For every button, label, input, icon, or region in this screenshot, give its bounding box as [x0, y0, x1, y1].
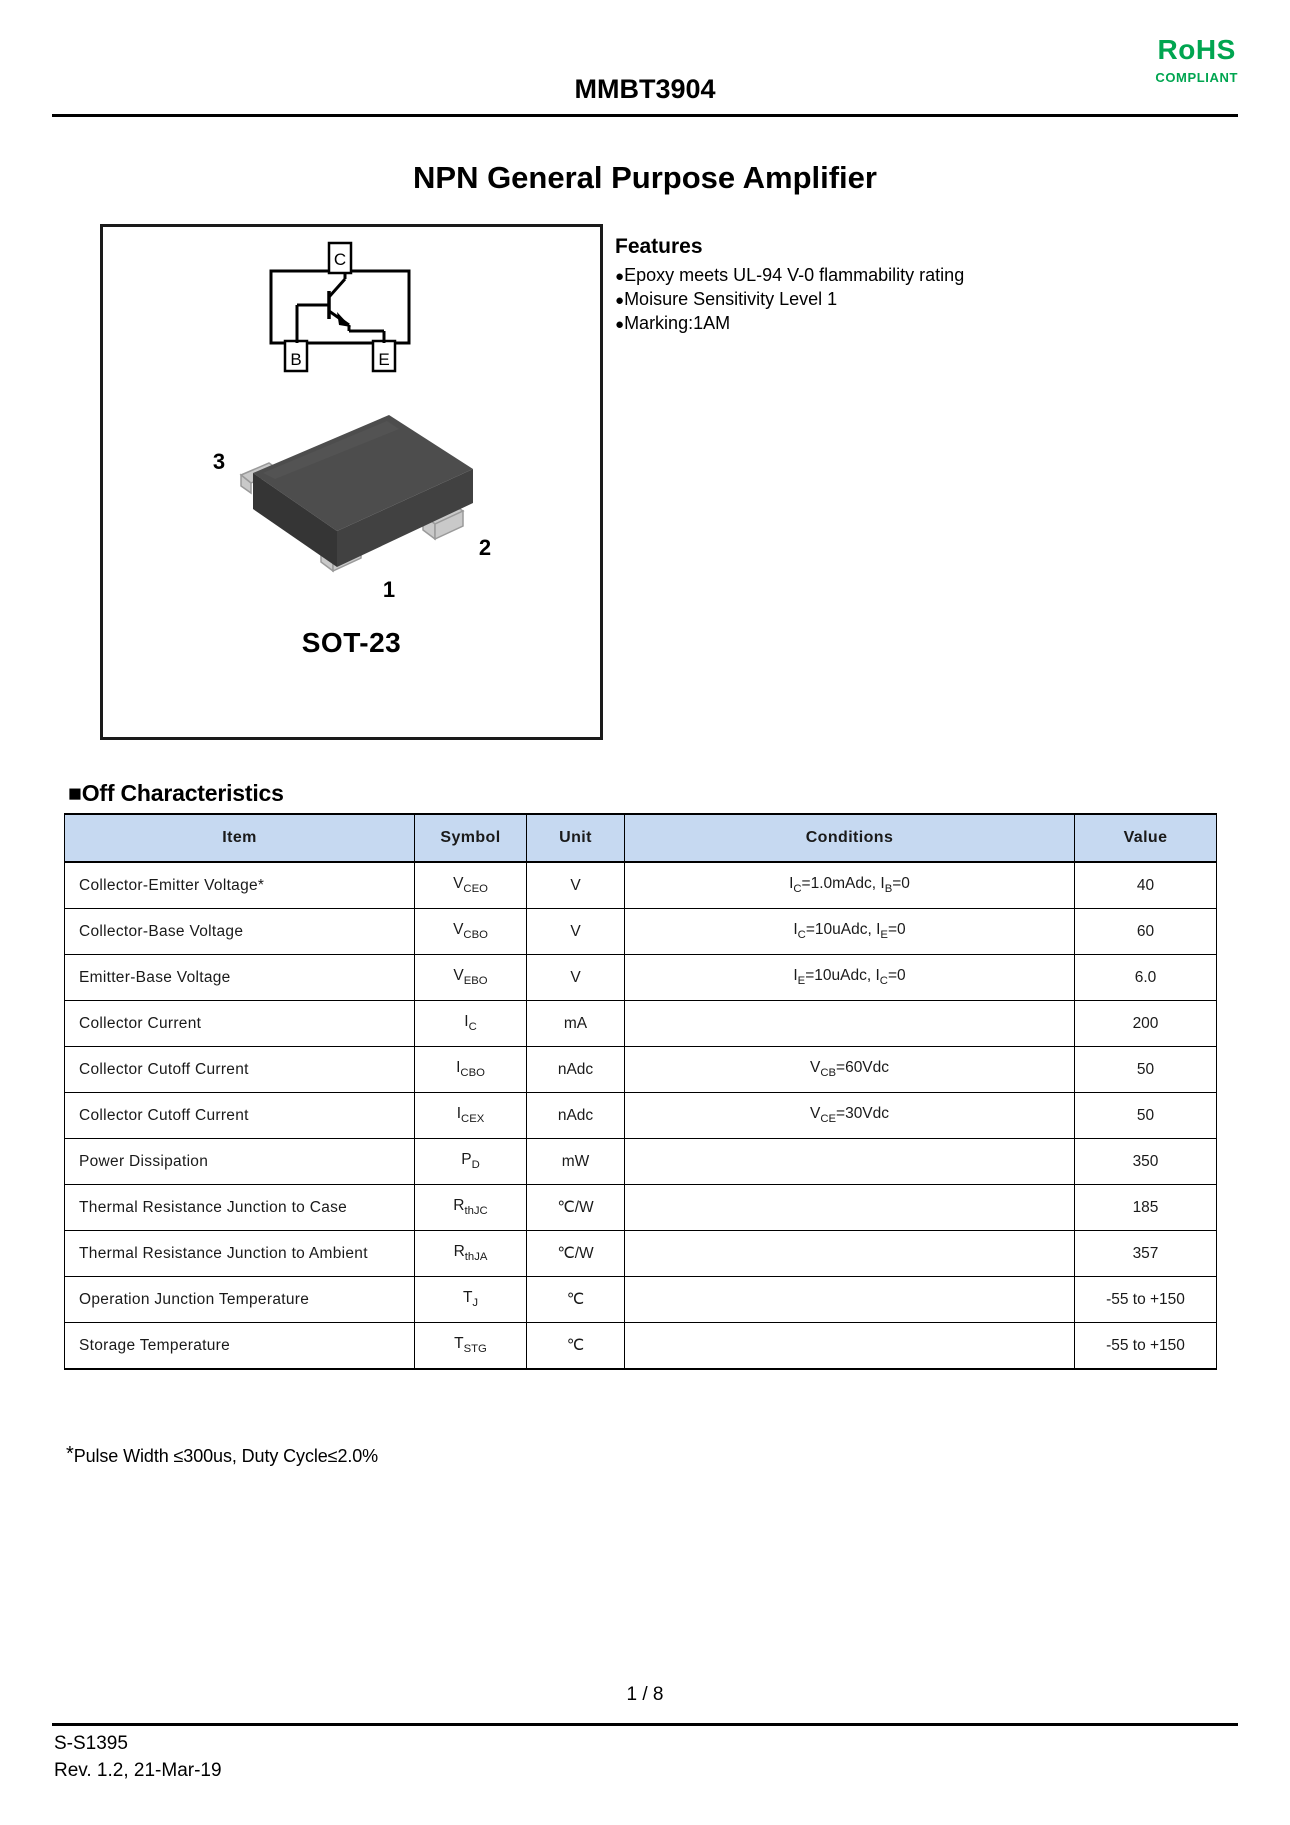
- cell-item: Collector Cutoff Current: [65, 1047, 415, 1093]
- cell-symbol: $I_C$: [415, 1001, 527, 1047]
- bullet-icon: ●: [615, 292, 625, 310]
- table-row: [65, 1231, 1217, 1277]
- feature-item-label: Moisure Sensitivity Level 1: [624, 289, 838, 310]
- table-row: [65, 909, 1217, 955]
- footnote-label: Pulse Width ≤300us, Duty Cycle≤2.0%: [73, 1446, 379, 1466]
- cell-conditions: $I_C=10uAdc$, $I_E=0$: [625, 909, 1075, 955]
- cell-item: Collector-Emitter Voltage*: [65, 862, 415, 909]
- cell-conditions: $V_{CE}=30Vdc$: [625, 1093, 1075, 1139]
- table-row: [65, 1047, 1217, 1093]
- cell-unit: mW: [527, 1139, 625, 1185]
- cell-value: 50: [1075, 1047, 1217, 1093]
- footer-divider: [52, 1723, 1238, 1726]
- document-revision: Rev. 1.2, 21-Mar-19: [54, 1759, 222, 1781]
- cell-value: 50: [1075, 1093, 1217, 1139]
- cell-conditions: [625, 1231, 1075, 1277]
- cell-symbol: $R_{thJC}$: [415, 1185, 527, 1231]
- cell-unit: V: [527, 909, 625, 955]
- package-pin-1-label: 1: [382, 577, 396, 602]
- cell-value: -55 to +150: [1075, 1323, 1217, 1370]
- header-divider: [52, 114, 1238, 117]
- cell-value: 60: [1075, 909, 1217, 955]
- page-number: 1 / 8: [626, 1684, 664, 1705]
- rohs-compliant-label: COMPLIANT: [1155, 70, 1238, 85]
- sot23-package-render: [103, 407, 600, 627]
- transistor-symbol: [253, 239, 463, 399]
- cell-symbol: $I_{CBO}$: [415, 1047, 527, 1093]
- cell-conditions: $I_E=10uAdc$, $I_C=0$: [625, 955, 1075, 1001]
- cell-unit: ℃: [527, 1277, 625, 1323]
- table-row: [65, 1323, 1217, 1370]
- column-header-value: Value: [1075, 814, 1217, 862]
- feature-item: [615, 263, 1215, 287]
- cell-unit: mA: [527, 1001, 625, 1047]
- cell-conditions: [625, 1323, 1075, 1370]
- bullet-icon: ●: [615, 316, 625, 334]
- cell-symbol: $I_{CEX}$: [415, 1093, 527, 1139]
- cell-unit: nAdc: [527, 1047, 625, 1093]
- cell-item: Thermal Resistance Junction to Case: [65, 1185, 415, 1231]
- cell-unit: ℃/W: [527, 1185, 625, 1231]
- table-row: [65, 1001, 1217, 1047]
- npn-symbol-svg: [253, 239, 463, 399]
- cell-conditions: [625, 1139, 1075, 1185]
- package-diagram-box: [100, 224, 603, 740]
- cell-value: 200: [1075, 1001, 1217, 1047]
- package-pin-2-label: 2: [478, 535, 492, 560]
- cell-symbol: $V_{CEO}$: [415, 862, 527, 909]
- table-row: [65, 1093, 1217, 1139]
- cell-value: 350: [1075, 1139, 1217, 1185]
- off-characteristics-table: [64, 813, 1217, 1370]
- cell-unit: V: [527, 955, 625, 1001]
- cell-unit: ℃/W: [527, 1231, 625, 1277]
- cell-item: Thermal Resistance Junction to Ambient: [65, 1231, 415, 1277]
- table-header-row: [65, 814, 1217, 862]
- square-bullet-icon: ■: [68, 780, 82, 806]
- symbol-pin-base-label: B: [290, 350, 302, 369]
- cell-value: 40: [1075, 862, 1217, 909]
- cell-value: 185: [1075, 1185, 1217, 1231]
- footnote-star-icon: *: [66, 1443, 74, 1465]
- column-header-symbol: Symbol: [415, 814, 527, 862]
- part-number-title: MMBT3904: [574, 74, 716, 104]
- cell-unit: V: [527, 862, 625, 909]
- cell-conditions: $I_C=1.0mAdc$, $I_B=0$: [625, 862, 1075, 909]
- cell-value: 6.0: [1075, 955, 1217, 1001]
- cell-symbol: $T_{STG}$: [415, 1323, 527, 1370]
- document-code: S-S1395: [54, 1733, 128, 1754]
- section-heading-off-characteristics: [68, 780, 284, 807]
- feature-item: [615, 287, 1215, 311]
- table-row: [65, 1139, 1217, 1185]
- table-row: [65, 955, 1217, 1001]
- table-row: [65, 1185, 1217, 1231]
- rohs-label: RoHS: [1157, 34, 1236, 65]
- cell-conditions: [625, 1185, 1075, 1231]
- rohs-logo: [1155, 36, 1238, 84]
- package-name-label: SOT-23: [301, 627, 402, 658]
- feature-item-label: Marking:1AM: [624, 313, 731, 334]
- cell-unit: nAdc: [527, 1093, 625, 1139]
- cell-item: Storage Temperature: [65, 1323, 415, 1370]
- features-section: [615, 235, 1215, 335]
- bullet-icon: ●: [615, 268, 625, 285]
- cell-item: Collector Cutoff Current: [65, 1093, 415, 1139]
- cell-item: Emitter-Base Voltage: [65, 955, 415, 1001]
- document-title: NPN General Purpose Amplifier: [413, 160, 877, 195]
- column-header-conditions: Conditions: [625, 814, 1075, 862]
- table-footnote: [66, 1443, 378, 1467]
- table-row: [65, 862, 1217, 909]
- footer-text: [54, 1731, 222, 1785]
- cell-conditions: [625, 1001, 1075, 1047]
- cell-conditions: [625, 1277, 1075, 1323]
- table-header: [65, 814, 1217, 862]
- cell-item: Collector-Base Voltage: [65, 909, 415, 955]
- symbol-pin-collector-label: C: [333, 250, 347, 269]
- sot23-3d-svg: [103, 407, 600, 627]
- cell-item: Collector Current: [65, 1001, 415, 1047]
- cell-symbol: $V_{CBO}$: [415, 909, 527, 955]
- symbol-pin-emitter-label: E: [378, 350, 390, 369]
- cell-symbol: $R_{thJA}$: [415, 1231, 527, 1277]
- feature-item-label: Epoxy meets UL-94 V-0 flammability rating: [624, 265, 965, 285]
- cell-conditions: $V_{CB}=60Vdc$: [625, 1047, 1075, 1093]
- cell-symbol: $T_J$: [415, 1277, 527, 1323]
- package-pin-3-label: 3: [212, 449, 226, 474]
- section-heading-label: Off Characteristics: [81, 780, 284, 806]
- column-header-unit: Unit: [527, 814, 625, 862]
- cell-symbol: $P_D$: [415, 1139, 527, 1185]
- cell-unit: ℃: [527, 1323, 625, 1370]
- cell-value: -55 to +150: [1075, 1277, 1217, 1323]
- page-header: [0, 0, 1290, 125]
- table-row: [65, 1277, 1217, 1323]
- cell-value: 357: [1075, 1231, 1217, 1277]
- table-body: [65, 862, 1217, 1369]
- feature-item: [615, 311, 1215, 335]
- cell-item: Operation Junction Temperature: [65, 1277, 415, 1323]
- column-header-item: Item: [65, 814, 415, 862]
- cell-symbol: $V_{EBO}$: [415, 955, 527, 1001]
- features-heading: Features: [615, 235, 703, 258]
- cell-item: Power Dissipation: [65, 1139, 415, 1185]
